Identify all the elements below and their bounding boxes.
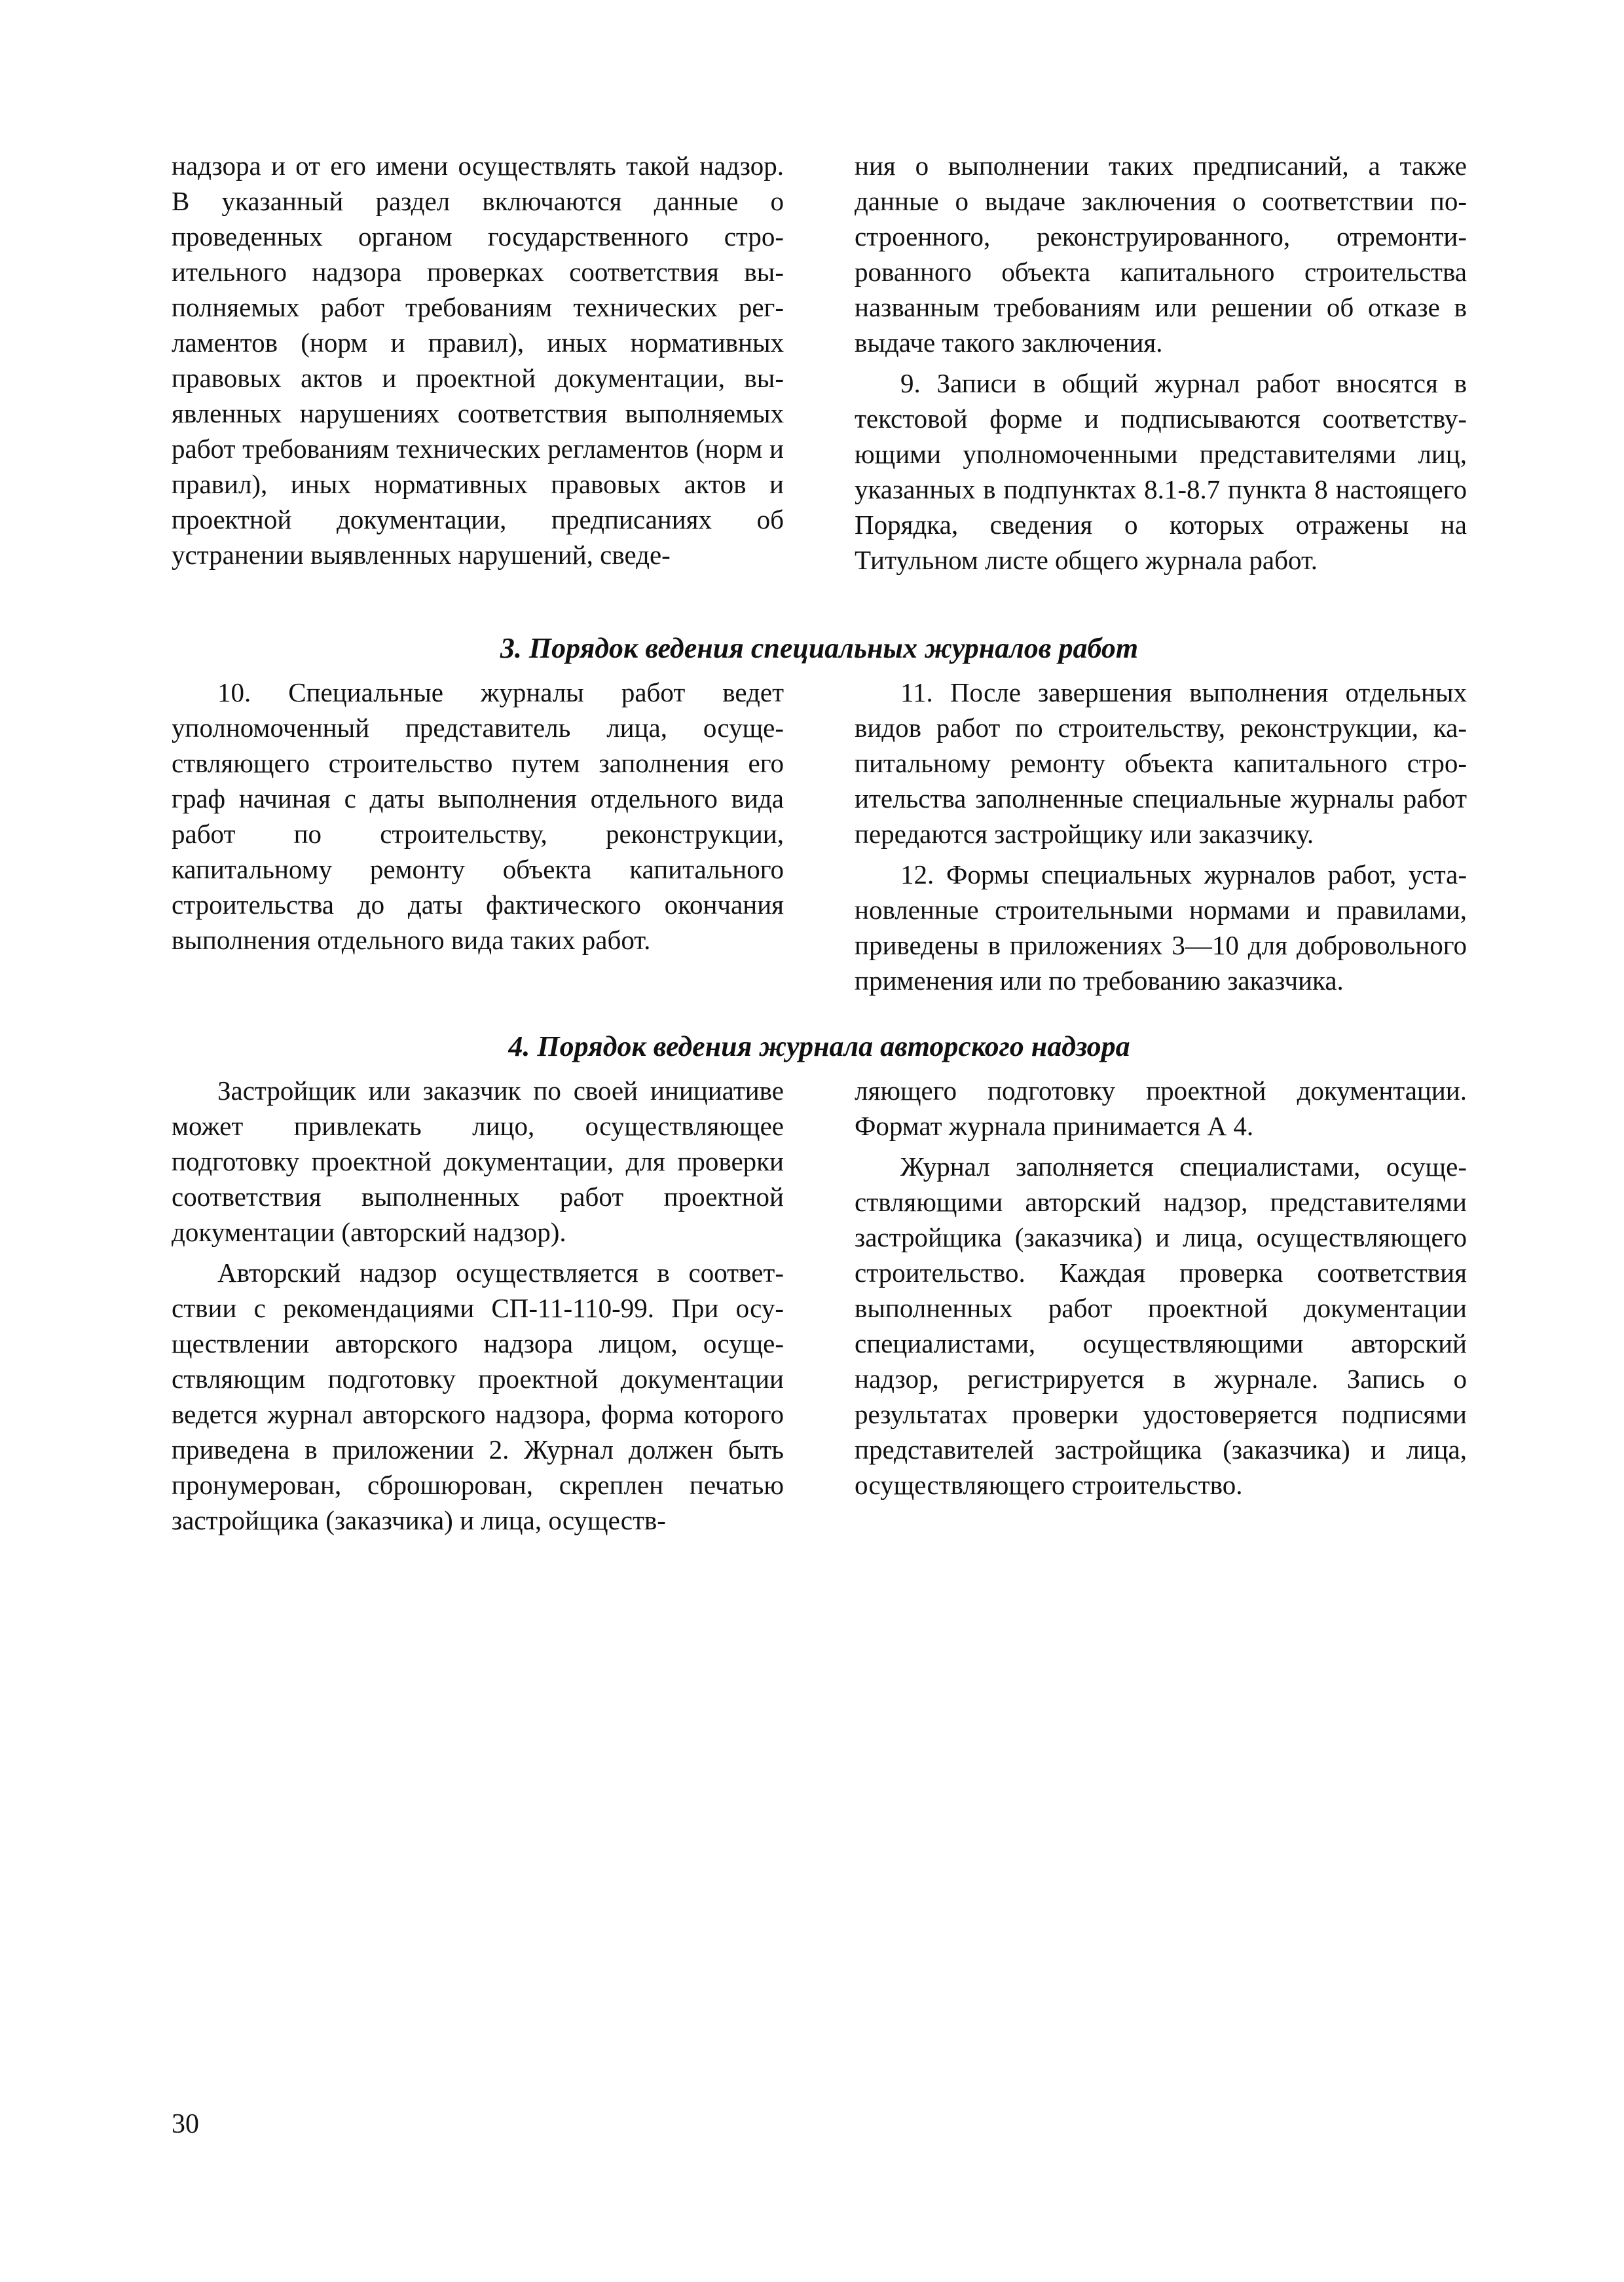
paragraph: 9. Записи в общий журнал работ вносятся в текстовой форме и подписываются соответствующими уполномоченными представителями лиц, указанных в подпунктах 8.1-8.7 пункта 8 настоящего Порядка, сведения о которых отражены на Титульном листе общего журнала работ. [855,368,1467,575]
section-3-heading: 3. Порядок ведения специальных журналов работ [500,632,1139,664]
top-right-column [855,148,1467,578]
paragraph: 10. Специальные журналы работ ведет уполномоченный представитель лица, осуществляющего строительство путем заполнения его граф начиная с даты выполнения отдельного вида работ по строительству, реконструкции, капитальному ремонту объекта капитального строительства до даты фактического окончания выполнения отдельного вида таких работ. [172,677,784,955]
paragraph: 12. Формы специальных журналов работ, установленные строительными нормами и правилами, приведены в приложениях 3—10 для добровольного применения или по требованию заказчика. [855,859,1467,996]
section-4-left-column [172,1073,784,1538]
section-3-left-column [172,675,784,958]
paragraph: Застройщик или заказчик по своей инициативе может привлекать лицо, осуществляющее подготовку проектной документации, для проверки соответствия выполненных работ проектной документации (авторский надзор). [172,1076,784,1247]
top-left-column [172,148,784,572]
section-4-heading: 4. Порядок ведения журнала авторского надзора [508,1030,1130,1062]
paragraph: 11. После завершения выполнения отдельных видов работ по строительству, реконструкции, капитальному ремонту объекта капитального строительства заполненные специальные журналы работ передаются застройщику или заказчику. [855,677,1467,849]
paragraph: Авторский надзор осуществляется в соответствии с рекомендациями СП-11-110-99. При осуществлении авторского надзора лицом, осуществляющим подготовку проектной документации ведется журнал авторского надзора, форма которого приведена в приложении 2. Журнал должен быть пронумерован, сброшюрован, скреплен печатью застройщика (заказчика) и лица, осуществ- [172,1258,784,1535]
paragraph: надзора и от его имени осуществлять такой надзор. В указанный раздел включаются данные о проведенных органом государственного строительного надзора проверках соответствия выполняемых работ требованиям технических регламентов (норм и правил), иных нормативных правовых актов и проектной документации, выявленных нарушениях соответствия выполняемых работ требованиям технических регламентов (норм и правил), иных нормативных правовых актов и проектной документации, предписаниях об устранении выявленных нарушений, сведе- [172,151,784,570]
section-3-right-column [855,675,1467,998]
paragraph: ния о выполнении таких предписаний, а также данные о выдаче заключения о соответствии построенного, реконструированного, отремонтированного объекта капитального строительства названным требованиям или решении об отказе в выдаче такого заключения. [855,151,1467,358]
page-number: 30 [172,2109,199,2139]
paragraph: Журнал заполняется специалистами, осуществляющими авторский надзор, представителями застройщика (заказчика) и лица, осуществляющего строительство. Каждая проверка соответствия выполненных работ проектной документации специалистами, осуществляющими авторский надзор, регистрируется в журнале. Запись о результатах проверки удостоверяется подписями представителей застройщика (заказчика) и лица, осуществляющего строительство. [855,1151,1467,1500]
paragraph: ляющего подготовку проектной документации. Формат журнала принимается А 4. [855,1076,1467,1141]
section-4-right-column [855,1073,1467,1503]
